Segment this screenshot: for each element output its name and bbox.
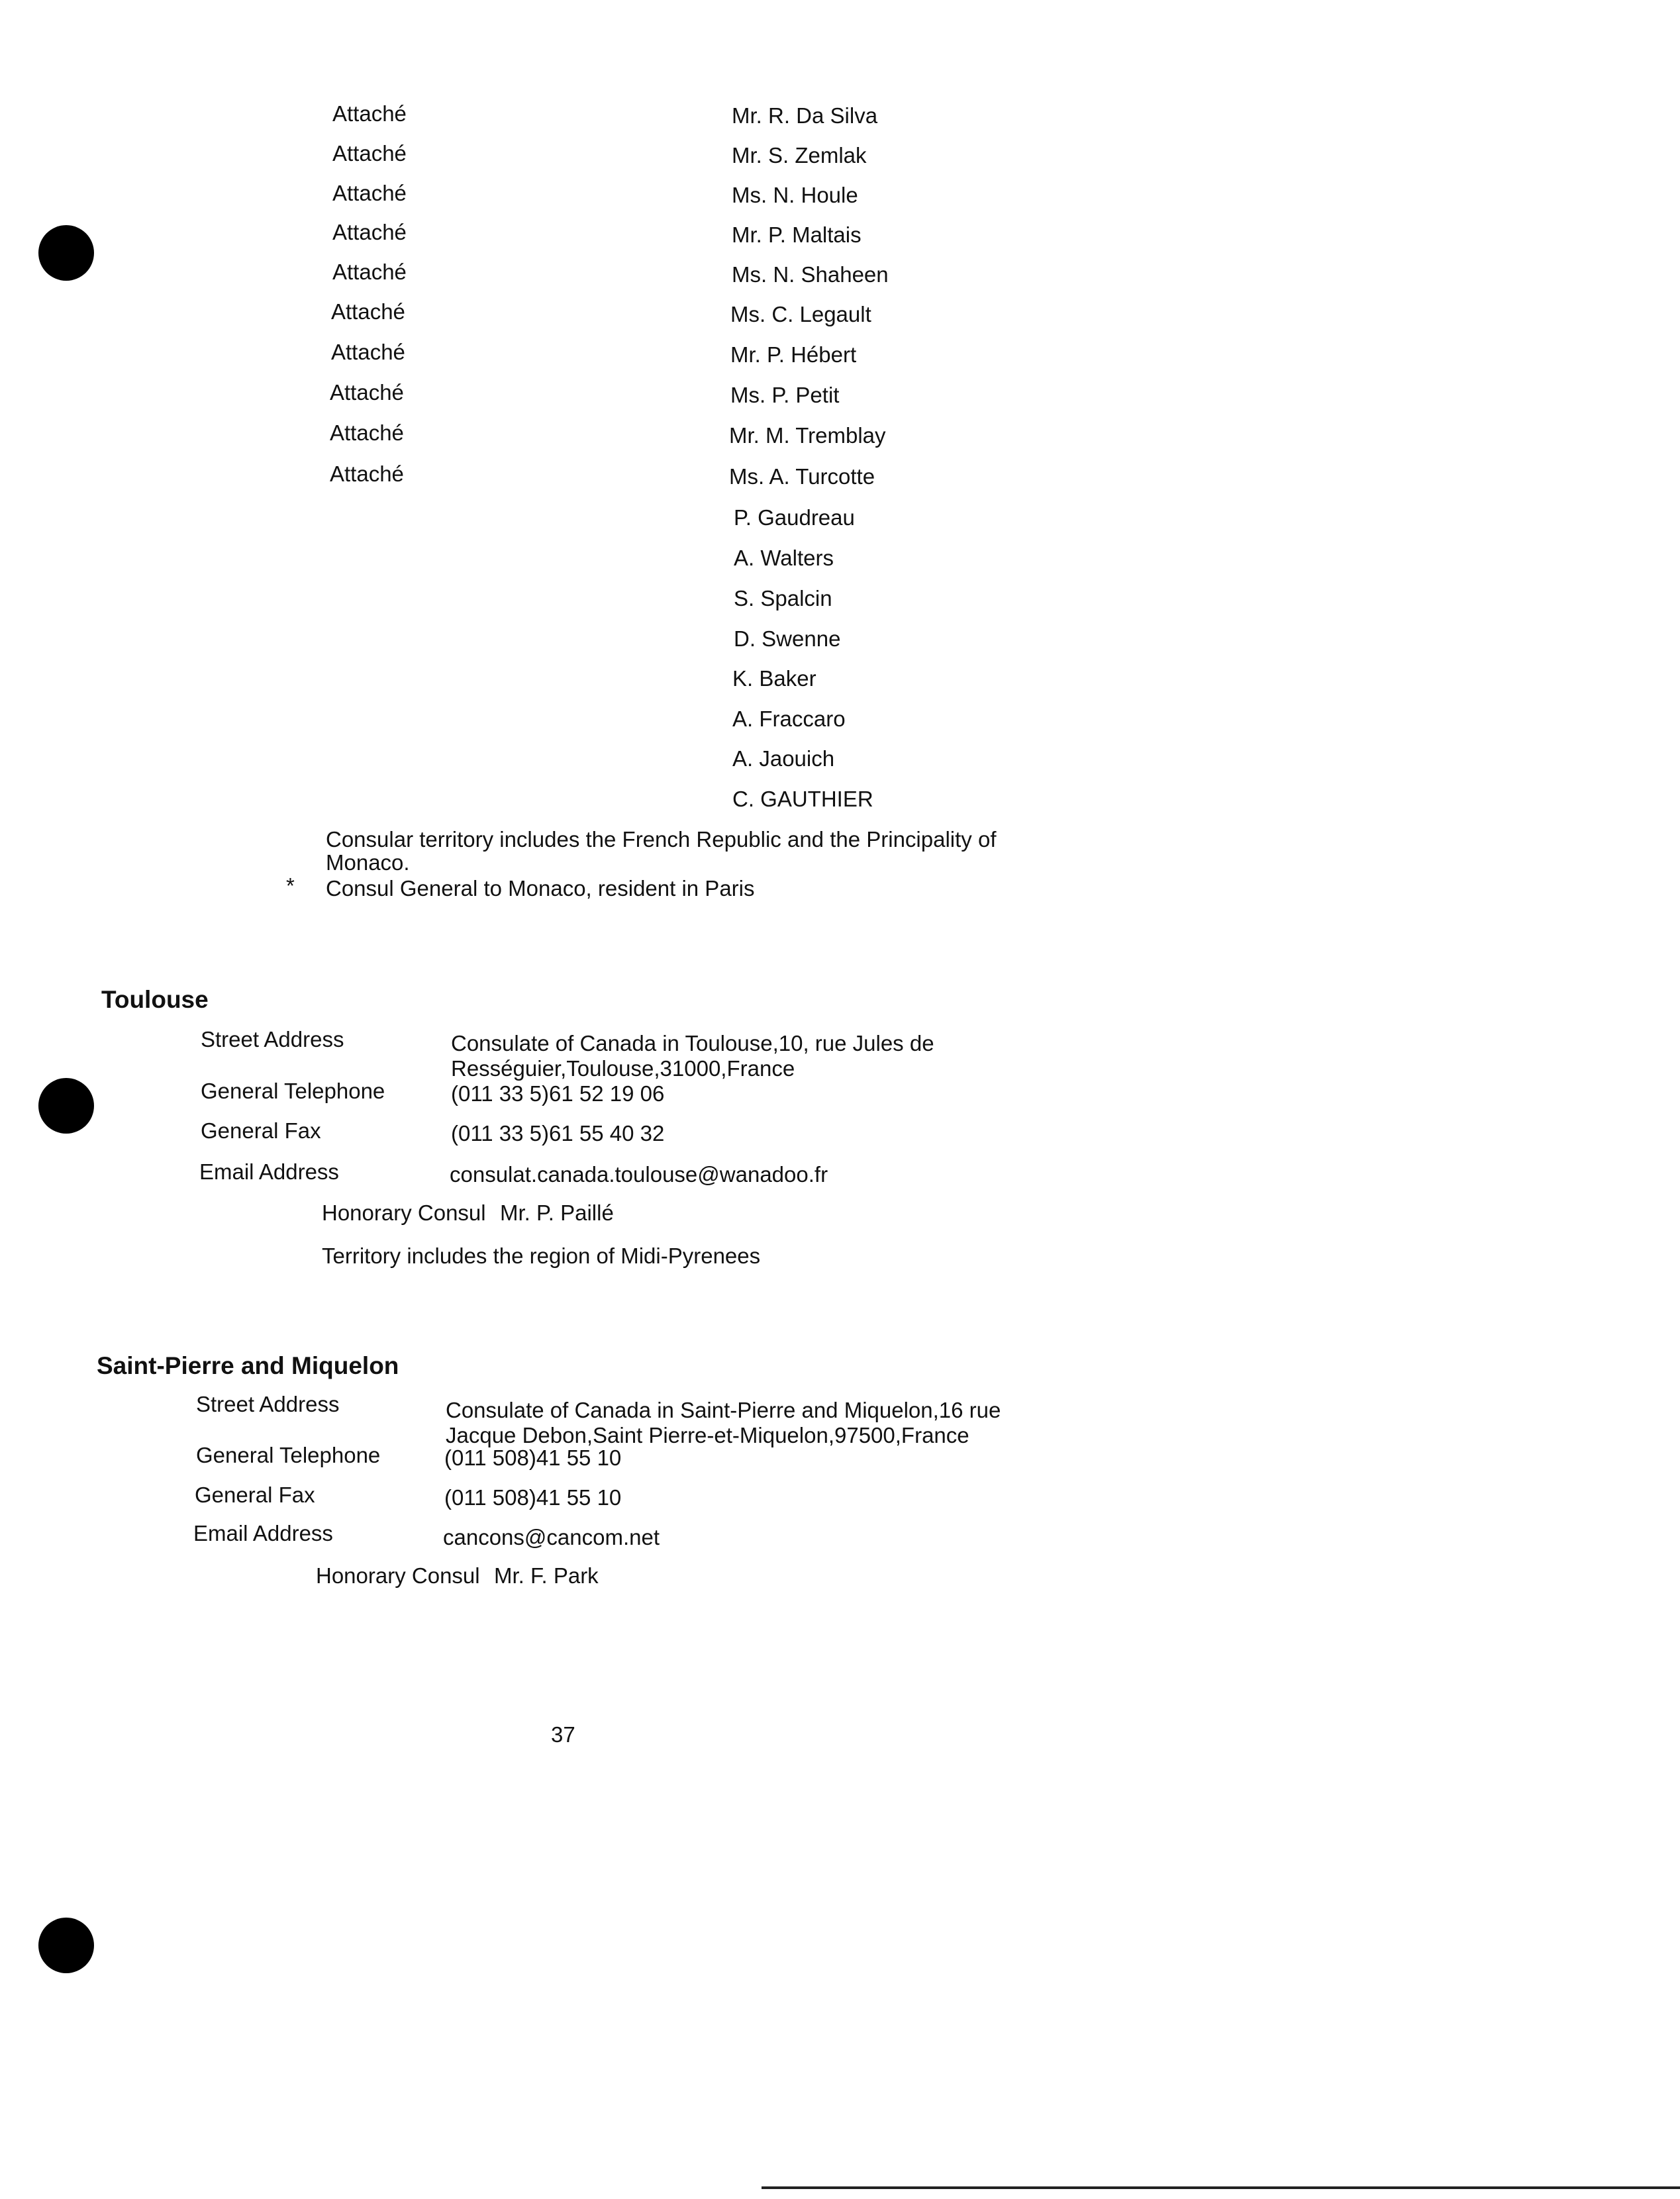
- staff-name: D. Swenne: [734, 626, 841, 651]
- asterisk-marker: *: [286, 873, 295, 898]
- fax-value: (011 508)41 55 10: [444, 1485, 622, 1510]
- email-label: Email Address: [199, 1159, 339, 1184]
- attache-name: Ms. C. Legault: [730, 302, 871, 326]
- staff-name: A. Walters: [734, 546, 834, 570]
- attache-name: Mr. R. Da Silva: [732, 103, 878, 128]
- attache-title: Attaché: [331, 340, 405, 364]
- honorary-consul-name: Mr. P. Paillé: [500, 1200, 614, 1225]
- staff-name: P. Gaudreau: [734, 505, 855, 530]
- email-value: cancons@cancom.net: [443, 1525, 660, 1549]
- street-address-line: Consulate of Canada in Toulouse,10, rue Jules de: [451, 1031, 934, 1055]
- attache-name: Ms. A. Turcotte: [729, 464, 875, 489]
- section-heading: Saint-Pierre and Miquelon: [97, 1352, 399, 1379]
- punch-hole-middle: [38, 1078, 94, 1134]
- honorary-consul-name: Mr. F. Park: [494, 1563, 599, 1588]
- attache-title: Attaché: [332, 181, 407, 205]
- attache-title: Attaché: [332, 101, 407, 126]
- attache-name: Ms. N. Shaheen: [732, 262, 889, 287]
- attache-name: Ms. N. Houle: [732, 183, 858, 207]
- fax-label: General Fax: [195, 1483, 315, 1507]
- telephone-value: (011 33 5)61 52 19 06: [451, 1081, 665, 1106]
- consular-territory-note: Consular territory includes the French Republic and the Principality of Monaco.: [326, 827, 997, 875]
- staff-name: C. GAUTHIER: [732, 787, 873, 811]
- attache-name: Ms. P. Petit: [730, 383, 840, 407]
- attache-name: Mr. S. Zemlak: [732, 143, 867, 168]
- honorary-consul-label: Honorary Consul: [316, 1563, 480, 1588]
- honorary-consul-label: Honorary Consul: [322, 1200, 486, 1225]
- attache-name: Mr. P. Maltais: [732, 222, 862, 247]
- punch-hole-bottom: [38, 1918, 94, 1973]
- punch-hole-top: [38, 225, 94, 281]
- street-address-label: Street Address: [201, 1027, 344, 1051]
- street-address-line: Rességuier,Toulouse,31000,France: [451, 1056, 795, 1081]
- section-heading: Toulouse: [101, 986, 209, 1013]
- page-number: 37: [551, 1722, 575, 1747]
- street-address-label: Street Address: [196, 1392, 340, 1416]
- telephone-label: General Telephone: [201, 1079, 385, 1103]
- email-label: Email Address: [193, 1521, 333, 1545]
- attache-title: Attaché: [330, 462, 404, 486]
- fax-label: General Fax: [201, 1118, 321, 1143]
- attache-title: Attaché: [332, 220, 407, 244]
- telephone-label: General Telephone: [196, 1443, 381, 1467]
- attache-name: Mr. P. Hébert: [730, 342, 857, 367]
- street-address-line: Jacque Debon,Saint Pierre-et-Miquelon,97500,France: [446, 1423, 969, 1447]
- attache-name: Mr. M. Tremblay: [729, 423, 886, 448]
- staff-name: S. Spalcin: [734, 586, 832, 611]
- staff-name: A. Jaouich: [732, 746, 835, 771]
- attache-title: Attaché: [330, 420, 404, 445]
- staff-name: A. Fraccaro: [732, 707, 846, 731]
- staff-name: K. Baker: [732, 666, 816, 691]
- territory-note: Territory includes the region of Midi-Pyrenees: [322, 1244, 761, 1268]
- attache-title: Attaché: [330, 380, 404, 405]
- attache-title: Attaché: [332, 260, 407, 284]
- email-value: consulat.canada.toulouse@wanadoo.fr: [450, 1162, 828, 1187]
- telephone-value: (011 508)41 55 10: [444, 1445, 622, 1470]
- street-address-line: Consulate of Canada in Saint-Pierre and Miquelon,16 rue: [446, 1398, 1001, 1422]
- attache-title: Attaché: [332, 141, 407, 166]
- attache-title: Attaché: [331, 299, 405, 324]
- monaco-note: Consul General to Monaco, resident in Paris: [326, 876, 755, 901]
- bottom-edge-rule: [762, 2186, 1680, 2189]
- fax-value: (011 33 5)61 55 40 32: [451, 1121, 665, 1146]
